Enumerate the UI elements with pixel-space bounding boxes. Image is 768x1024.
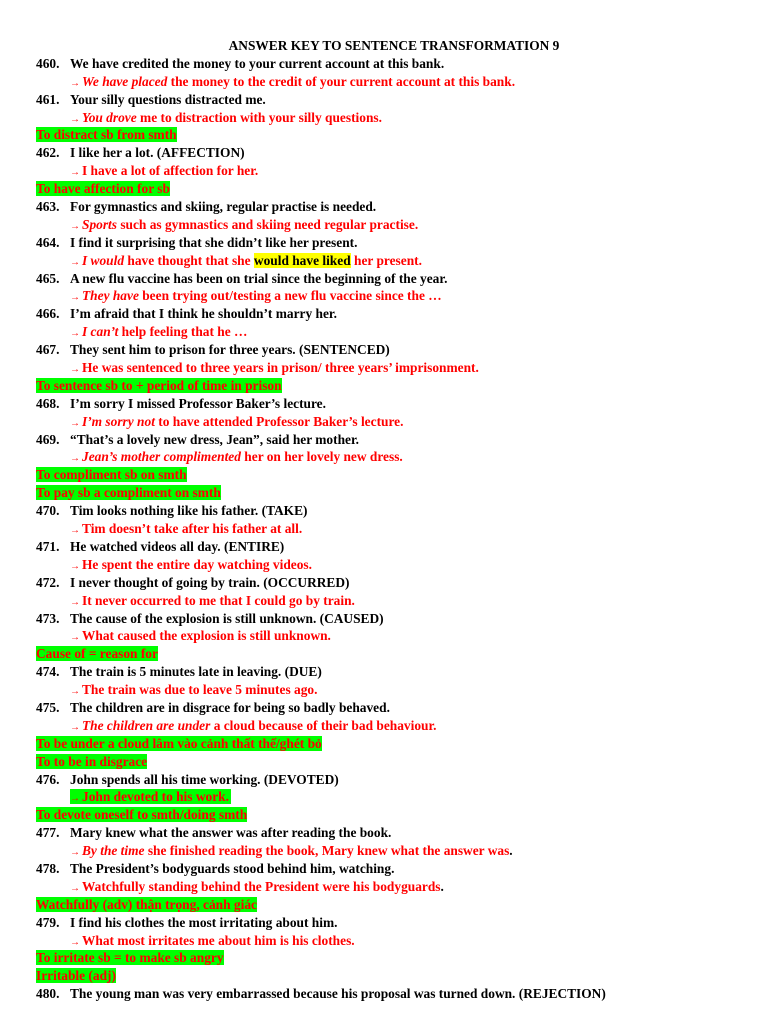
question-number: 476. [36,771,60,787]
arrow-icon: → [70,847,80,859]
document-title: ANSWER KEY TO SENTENCE TRANSFORMATION 9 [228,38,560,53]
highlighted-note [0,466,768,484]
answer-text: I would [82,252,125,268]
highlighted-note [0,896,768,914]
question-line [0,91,768,109]
highlighted-note [0,753,768,771]
answer-line [0,627,768,645]
arrow-icon: → [70,525,80,537]
highlighted-note [0,735,768,753]
arrow-icon: → [70,686,80,698]
arrow-icon: → [70,882,80,894]
question-text: The cause of the explosion is still unknown. (CAUSED) [70,610,384,626]
answer-text: What most irritates me about him is his clothes. [82,932,355,948]
answer-line [0,520,768,538]
question-text: I find his clothes the most irritating about him. [70,914,338,930]
question-number: 471. [36,538,60,554]
answer-text: I have a lot of affection for her. [82,163,259,179]
question-number: 467. [36,342,60,358]
answer-text: to have attended Professor Baker’s lecture. [154,413,404,429]
question-text: The young man was very embarrassed because his proposal was turned down. (REJECTION) [70,986,606,1002]
note-text: To be under a cloud lâm vào cảnh thất thế/ghét bỏ [36,735,322,751]
question-text: I’m afraid that I think he shouldn’t marry her. [70,306,337,322]
answer-text: Jean’s mother complimented [82,449,241,465]
arrow-icon: → [70,328,80,340]
question-line [0,234,768,252]
highlighted-note [0,645,768,663]
arrow-icon: → [70,417,80,429]
answer-text: a cloud because of their bad behaviour. [210,717,437,733]
answer-line [0,717,768,735]
answer-line [0,842,768,860]
arrow-icon: → [70,560,80,572]
arrow-icon: → [70,113,80,125]
note-text: To have affection for sb [36,181,170,197]
answer-line [0,556,768,574]
arrow-icon: → [70,793,80,805]
highlighted-note [0,806,768,824]
arrow-icon: → [70,167,80,179]
question-line [0,663,768,681]
question-number: 464. [36,234,60,250]
arrow-icon: → [70,453,80,465]
question-number: 472. [36,574,60,590]
question-number: 462. [36,145,60,161]
answer-line [0,216,768,234]
question-line [0,502,768,520]
question-number: 477. [36,825,60,841]
answer-text: He was sentenced to three years in prison/ three years’ imprisonment. [82,360,479,376]
answer-text: I’m sorry not [82,413,155,429]
note-text: Watchfully (adv) thận trọng, cảnh giác [36,896,257,912]
question-text: John spends all his time working. (DEVOTED) [70,771,339,787]
answer-text: such as gymnastics and skiing need regular practise. [116,216,419,232]
question-line [0,914,768,932]
answer-line [0,162,768,180]
note-text: Cause of = reason for [36,646,158,662]
answer-line [0,413,768,431]
note-text: To distract sb from smth [36,127,177,143]
answer-line [0,73,768,91]
answer-text: been trying out/testing a new flu vaccine since the … [138,288,442,304]
answer-text: would have liked [253,252,351,268]
question-text: A new flu vaccine has been on trial since the beginning of the year. [70,270,448,286]
arrow-icon: → [70,596,80,608]
question-number: 468. [36,395,60,411]
answer-line [0,252,768,270]
arrow-icon: → [70,256,80,268]
question-text: I like her a lot. (AFFECTION) [70,145,245,161]
highlighted-note [0,967,768,985]
question-text: They sent him to prison for three years. (SENTENCED) [70,342,390,358]
question-line [0,341,768,359]
answer-text: Watchfully standing behind the President were his bodyguards [82,878,441,894]
answer-text: He spent the entire day watching videos. [82,556,312,572]
answer-text: Tim doesn’t take after his father at all. [82,521,303,537]
question-text: Tim looks nothing like his father. (TAKE) [70,503,308,519]
answer-text: By the time [82,843,145,859]
answer-text: her on her lovely new dress. [240,449,403,465]
note-text: To irritate sb = to make sb angry [36,950,224,966]
answer-text: What caused the explosion is still unknown. [82,628,331,644]
question-line [0,270,768,288]
question-text: The children are in disgrace for being so badly behaved. [70,699,390,715]
question-number: 463. [36,199,60,215]
answer-line [0,681,768,699]
answer-text: It never occurred to me that I could go by train. [82,592,355,608]
answer-line [0,448,768,466]
question-number: 469. [36,431,60,447]
highlighted-note [0,126,768,144]
question-text: Your silly questions distracted me. [70,91,266,107]
answer-text: her present. [350,252,422,268]
question-number: 478. [36,860,60,876]
answer-text: They have [82,288,139,304]
answer-text: I can’t [82,324,119,340]
question-text: “That’s a lovely new dress, Jean”, said her mother. [70,431,360,447]
answer-text: The train was due to leave 5 minutes ago. [82,682,318,698]
note-text: Irritable (adj) [36,968,116,984]
answer-line [0,323,768,341]
arrow-icon: → [70,936,80,948]
note-text: To devote oneself to smth/doing smth [36,807,248,823]
question-number: 480. [36,986,60,1002]
answer-text: We have placed [82,73,168,89]
question-number: 470. [36,503,60,519]
note-text: To to be in disgrace [36,753,148,769]
answer-text: You drove [82,109,137,125]
question-number: 461. [36,91,60,107]
question-number: 475. [36,699,60,715]
question-line [0,305,768,323]
highlighted-note [0,484,768,502]
question-text: The train is 5 minutes late in leaving. (DUE) [70,664,322,680]
question-line [0,431,768,449]
answer-lines [0,55,768,1003]
arrow-icon: → [70,721,80,733]
highlighted-note [0,949,768,967]
question-line [0,538,768,556]
note-text: To pay sb a compliment on smth [36,485,221,501]
question-text: For gymnastics and skiing, regular practise is needed. [70,199,377,215]
question-line [0,198,768,216]
question-line [0,395,768,413]
answer-text: have thought that she [124,252,254,268]
question-number: 465. [36,270,60,286]
question-number: 479. [36,914,60,930]
arrow-icon: → [70,632,80,644]
question-line [0,699,768,717]
highlighted-note [0,377,768,395]
question-line [0,55,768,73]
note-text: To sentence sb to + period of time in prison [36,377,282,393]
answer-text: Sports [82,216,117,232]
question-line [0,144,768,162]
answer-line [0,359,768,377]
question-number: 466. [36,306,60,322]
question-text: The President’s bodyguards stood behind him, watching. [70,860,395,876]
answer-text: . [440,878,444,894]
question-number: 474. [36,664,60,680]
answer-key-document [0,37,768,1003]
question-line [0,860,768,878]
arrow-icon: → [70,220,80,232]
question-line [0,610,768,628]
question-text: I find it surprising that she didn’t like her present. [70,234,358,250]
arrow-icon: → [70,292,80,304]
answer-text: me to distraction with your silly questions. [136,109,382,125]
answer-text: . [509,843,513,859]
note-text: To compliment sb on smth [36,467,187,483]
answer-text: the money to the credit of your current account at this bank. [167,73,516,89]
question-line [0,771,768,789]
question-text: Mary knew what the answer was after reading the book. [70,825,392,841]
question-number: 460. [36,55,60,71]
question-line [0,985,768,1003]
answer-line [0,878,768,896]
question-number: 473. [36,610,60,626]
question-line [0,574,768,592]
question-text: He watched videos all day. (ENTIRE) [70,538,285,554]
question-text: I never thought of going by train. (OCCURRED) [70,574,350,590]
answer-text: help feeling that he … [118,324,248,340]
answer-line [0,109,768,127]
answer-line [0,932,768,950]
answer-line [0,592,768,610]
answer-text: John devoted to his work. [82,789,229,805]
answer-text: The children are under [82,717,211,733]
arrow-icon: → [70,77,80,89]
answer-line [0,788,768,806]
highlighted-note [0,180,768,198]
question-line [0,824,768,842]
arrow-icon: → [70,364,80,376]
question-text: I’m sorry I missed Professor Baker’s lecture. [70,395,326,411]
answer-text: she finished reading the book, Mary knew what the answer was [144,843,510,859]
question-text: We have credited the money to your current account at this bank. [70,55,445,71]
answer-line [0,287,768,305]
